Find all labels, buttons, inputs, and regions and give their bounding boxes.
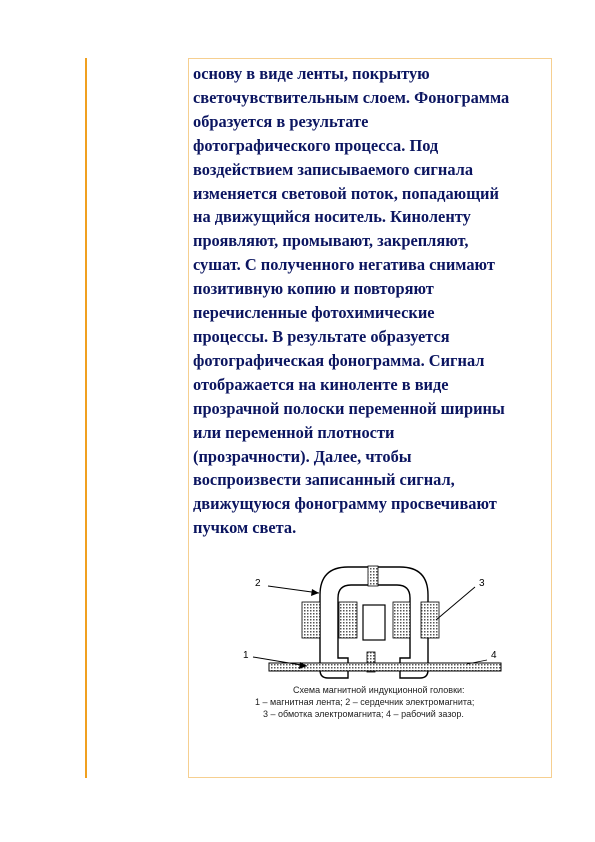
text-line: сушат. С полученного негатива снимают [193, 255, 495, 275]
left-margin-rule [85, 58, 87, 778]
text-line: проявляют, промывают, закрепляют, [193, 231, 469, 251]
label-1: 1 [243, 650, 249, 661]
core-top-gap [368, 566, 378, 586]
text-line: на движущийся носитель. Киноленту [193, 207, 471, 227]
text-line: процессы. В результате образуется [193, 326, 450, 346]
text-line: воздействием записываемого сигнала [193, 159, 474, 179]
text-line: отображается на киноленте в виде [193, 374, 449, 394]
text-line: пучком света. [193, 518, 297, 538]
winding-left-inner [339, 602, 357, 638]
text-line: (прозрачности). Далее, чтобы [193, 446, 412, 466]
caption-line-1: Схема магнитной индукционной головки: [293, 685, 465, 695]
text-line: светочувствительным слоем. Фонограмма [193, 87, 510, 107]
text-line: позитивную копию и повторяют [193, 279, 434, 299]
label-3: 3 [479, 578, 485, 589]
text-line: образуется в результате [193, 111, 369, 131]
caption-line-3: 3 – обмотка электромагнита; 4 – рабочий зазор. [263, 709, 464, 719]
text-line: фотографическая фонограмма. Сигнал [193, 350, 485, 370]
text-line: воспроизвести записанный сигнал, [193, 470, 455, 490]
text-line: прозрачной полоски переменной ширины [193, 398, 505, 418]
core-center-pole [363, 605, 385, 640]
winding-right-inner [393, 602, 410, 638]
winding-left-outer [302, 602, 320, 638]
label-4: 4 [491, 650, 497, 661]
label-2: 2 [255, 578, 261, 589]
text-line: движущуюся фонограмму просвечивают [193, 494, 497, 514]
text-line: перечисленные фотохимические [193, 303, 435, 323]
text-line: или переменной плотности [193, 422, 395, 442]
body-paragraph [193, 62, 553, 540]
text-line: основу в виде ленты, покрытую [193, 64, 430, 83]
text-line: фотографического процесса. Под [193, 135, 439, 155]
text-line: изменяется световой поток, попадающий [193, 183, 499, 203]
caption-line-2: 1 – магнитная лента; 2 – сердечник электромагнита; [255, 697, 475, 707]
magnetic-head-diagram [235, 550, 515, 735]
